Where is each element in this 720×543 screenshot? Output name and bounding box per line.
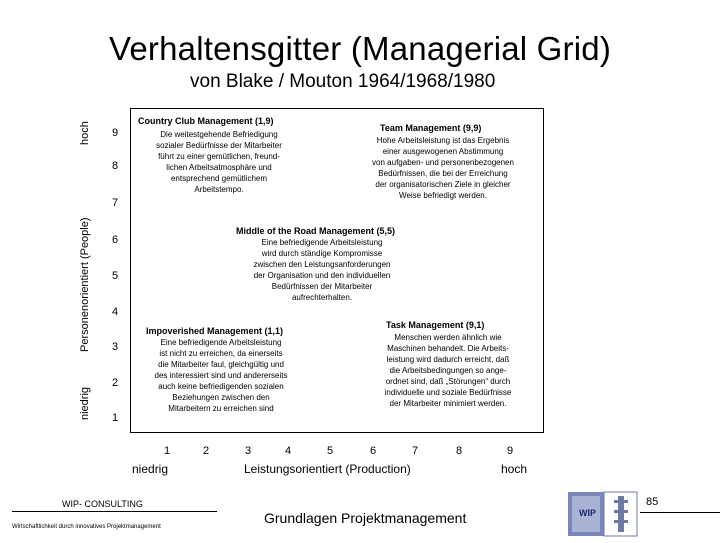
y-axis-high-label: hoch [79, 121, 91, 145]
footer-divider-right [640, 512, 720, 513]
y-tick: 3 [112, 341, 119, 353]
quadrant-text-impoverished: Eine befriedigende Arbeitsleistung ist nicht zu erreichen, da einerseits die Mitarbeiter faul, gleichgültig und des interessiert sind und andererseits auch keine befriedigenden sozialen Beziehungen zwischen den Mitarbeitern zu erreichen sind [154, 338, 288, 413]
x-tick: 2 [203, 445, 210, 457]
page-subtitle: von Blake / Mouton 1964/1968/1980 [190, 71, 496, 92]
x-tick: 8 [456, 445, 463, 457]
y-tick: 7 [112, 197, 119, 209]
y-tick: 6 [112, 234, 119, 246]
footer-company: WIP- CONSULTING [62, 499, 143, 509]
x-tick: 1 [164, 445, 171, 457]
quadrant-title-country-club: Country Club Management (1,9) [138, 116, 274, 126]
quadrant-text-middle-of-the-road: Eine befriedigende Arbeitsleistung wird durch ständige Kompromisse zwischen den Leistungsanforderungen der Organisation und den individuellen Bedürfnissen der Mitarbeiter aufrechterhalten. [253, 238, 391, 302]
y-tick: 9 [112, 127, 119, 139]
page-title: Verhaltensgitter (Managerial Grid) [108, 30, 612, 67]
y-tick: 2 [112, 377, 119, 389]
x-axis-high-label: hoch [501, 462, 528, 476]
x-tick: 7 [412, 445, 419, 457]
x-tick: 4 [285, 445, 292, 457]
x-axis-low-label: niedrig [132, 462, 169, 476]
quadrant-title-task: Task Management (9,1) [386, 320, 485, 330]
quadrant-title-team: Team Management (9,9) [380, 123, 482, 133]
y-tick: 4 [112, 306, 119, 318]
quadrant-text-task: Menschen werden ähnlich wie Maschinen behandelt. Die Arbeits- leistung wird dadurch erreicht, daß die Arbeitsbedingungen so ange- ordnet sind, daß „Störungen“ durch individuelle und soziale Bedürfnisse der Mitarbeiter minimiert werden. [384, 333, 512, 408]
y-tick: 8 [112, 160, 119, 172]
x-tick: 5 [327, 445, 334, 457]
x-tick: 3 [245, 445, 252, 457]
wip-logo [568, 490, 639, 538]
footer-course-title: Grundlagen Projektmanagement [264, 510, 467, 526]
y-axis-low-label: niedrig [79, 386, 91, 420]
footer-divider-left [12, 511, 217, 512]
quadrant-title-middle-of-the-road: Middle of the Road Management (5,5) [236, 226, 396, 236]
quadrant-text-team: Hohe Arbeitsleistung ist das Ergebnis einer ausgewogenen Abstimmung von aufgaben- und personenbezogenen Bedürfnissen, die bei der Erreichung der organisatorischen Ziele in gleicher Weise befriedigt werden. [372, 136, 514, 200]
quadrant-text-country-club: Die weitestgehende Befriedigung sozialer Bedürfnisse der Mitarbeiter führt zu einer gemütlichen, freund- lichen Arbeitsatmosphäre und entsprechend gemütlichem Arbeitstempo. [156, 130, 282, 194]
page-number: 85 [646, 496, 659, 508]
quadrant-title-impoverished: Impoverished Management (1,1) [146, 326, 284, 336]
y-tick: 5 [112, 270, 119, 282]
footer-slogan: Wirtschaftlichkeit durch innovatives Projektmanagement [12, 524, 161, 530]
x-tick: 6 [370, 445, 377, 457]
x-axis-label: Leistungsorientiert (Production) [244, 462, 411, 476]
logo-text: WIP [579, 508, 596, 518]
y-tick: 1 [112, 412, 119, 424]
y-axis-label: Personenorientiert (People) [79, 217, 91, 352]
x-tick: 9 [507, 445, 514, 457]
